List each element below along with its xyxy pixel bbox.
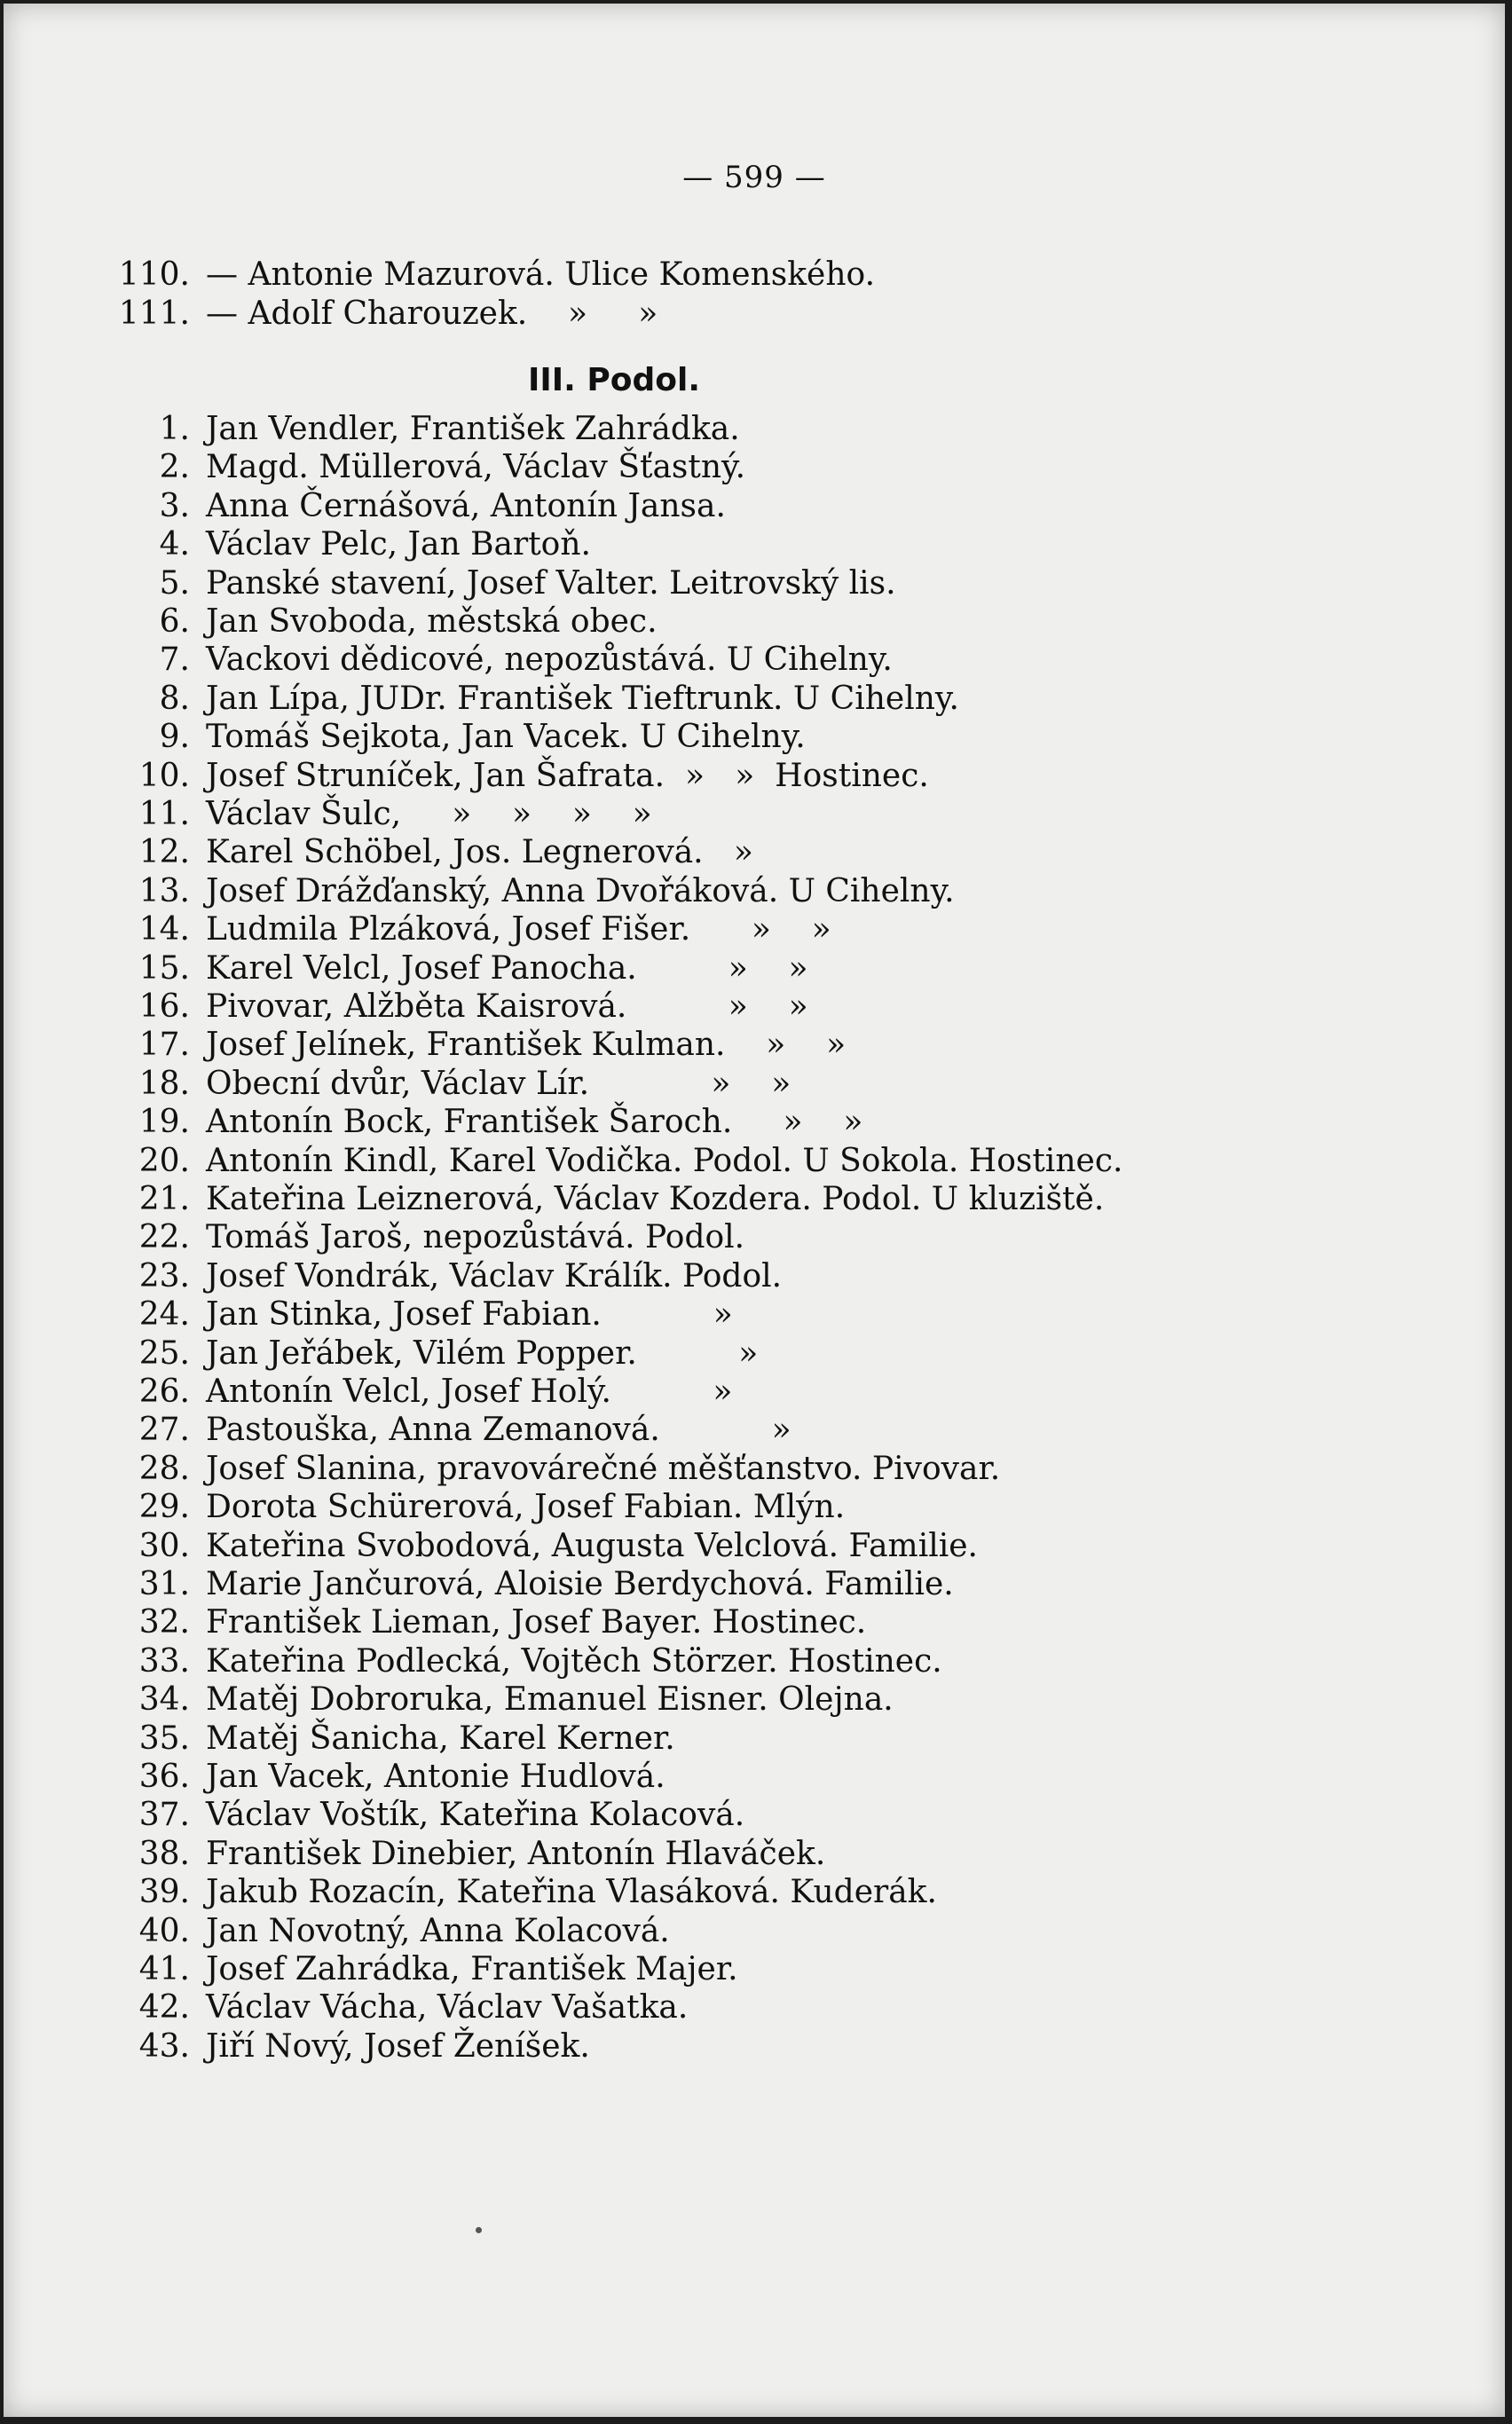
entry-number: 20.: [138, 1142, 190, 1179]
entry-text: Jan Jeřábek, Vilém Popper. »: [206, 1334, 759, 1372]
entry-number: 11.: [138, 796, 190, 832]
entry-number: 43.: [138, 2027, 190, 2065]
entry-text: Tomáš Jaroš, nepozůstává. Podol.: [206, 1219, 745, 1256]
entry-text: Karel Schöbel, Jos. Legnerová. »: [206, 834, 753, 871]
entry-text: Panské stavení, Josef Valter. Leitrovský lis.: [206, 564, 896, 602]
entry-text: Vackovi dědicové, nepozůstává. U Cihelny.: [206, 641, 893, 679]
entry-number: 31.: [138, 1566, 190, 1602]
entry-text: Obecní dvůr, Václav Lír. » »: [206, 1065, 791, 1102]
entry-number: 9.: [159, 719, 190, 756]
entry-text: Václav Šulc, » » » »: [206, 796, 652, 832]
entry-number: 17.: [138, 1027, 190, 1064]
page-number: — 599 —: [682, 160, 826, 195]
entry-number: 37.: [138, 1797, 190, 1834]
speck-mark: [476, 2227, 482, 2233]
entry-number: 13.: [138, 872, 190, 909]
entry-text: Marie Jančurová, Aloisie Berdychová. Familie.: [206, 1566, 954, 1602]
entry-number: 8.: [159, 680, 190, 717]
entry-text: Magd. Müllerová, Václav Šťastný.: [206, 449, 746, 486]
entry-text: Jan Novotný, Anna Kolacová.: [206, 1912, 670, 1949]
entry-number: 7.: [159, 641, 190, 679]
entry-number: 6.: [159, 603, 190, 640]
entry-text: František Lieman, Josef Bayer. Hostinec.: [206, 1604, 867, 1641]
entry-number: 42.: [138, 1989, 190, 2027]
entry-text: Antonín Kindl, Karel Vodička. Podol. U Sokola. Hostinec.: [206, 1142, 1123, 1179]
entry-number: 29.: [138, 1489, 190, 1526]
entry-text: Jan Stinka, Josef Fabian. »: [206, 1296, 733, 1334]
entry-text: Antonín Bock, František Šaroch. » »: [206, 1104, 863, 1141]
entry-number: 41.: [138, 1951, 190, 1987]
entry-text: Ludmila Plzáková, Josef Fišer. » »: [206, 911, 831, 948]
section-heading: III. Podol.: [527, 362, 701, 398]
entry-text: Josef Zahrádka, František Majer.: [206, 1951, 738, 1987]
entry-number: 10.: [138, 757, 190, 794]
entry-number: 23.: [138, 1257, 190, 1295]
entry-number: 39.: [138, 1874, 190, 1911]
entry-text: Kateřina Svobodová, Augusta Velclová. Familie.: [206, 1527, 978, 1564]
entry-text: Karel Velcl, Josef Panocha. » »: [206, 949, 808, 987]
entry-number: 22.: [138, 1219, 190, 1256]
entry-number: 19.: [138, 1104, 190, 1141]
entry-number: 16.: [138, 988, 190, 1025]
entry-text: Anna Černášová, Antonín Jansa.: [206, 487, 726, 524]
entry-text: Josef Struníček, Jan Šafrata. » » Hostinec.: [206, 757, 929, 794]
scanned-page: [4, 4, 1505, 2417]
entry-number: 1.: [159, 411, 190, 447]
entry-text: Antonín Velcl, Josef Holý. »: [206, 1373, 733, 1410]
entry-text: František Dinebier, Antonín Hlaváček.: [206, 1835, 826, 1872]
entry-number: 26.: [138, 1373, 190, 1410]
entry-number: 38.: [138, 1835, 190, 1872]
entry-number: 4.: [159, 526, 190, 563]
entry-text: Matěj Dobroruka, Emanuel Eisner. Olejna.: [206, 1681, 894, 1719]
entry-text: Pastouška, Anna Zemanová. »: [206, 1412, 791, 1449]
entry-text: Josef Drážďanský, Anna Dvořáková. U Cihelny.: [206, 872, 955, 909]
entry-number: 111.: [118, 295, 190, 332]
entry-text: Kateřina Podlecká, Vojtěch Störzer. Hostinec.: [206, 1642, 942, 1680]
entry-number: 34.: [138, 1681, 190, 1719]
entry-number: 12.: [138, 834, 190, 871]
entry-number: 18.: [138, 1065, 190, 1102]
entry-number: 15.: [138, 949, 190, 987]
entry-text: Jan Vendler, František Zahrádka.: [206, 411, 740, 447]
entry-text: Kateřina Leiznerová, Václav Kozdera. Podol. U kluziště.: [206, 1181, 1105, 1217]
entry-number: 21.: [138, 1181, 190, 1217]
entry-number: 110.: [118, 256, 190, 293]
entry-text: Václav Voštík, Kateřina Kolacová.: [206, 1797, 745, 1834]
entry-number: 33.: [138, 1642, 190, 1680]
entry-number: 36.: [138, 1759, 190, 1795]
entry-text: — Antonie Mazurová. Ulice Komenského.: [206, 256, 876, 293]
entry-text: — Adolf Charouzek. » »: [206, 295, 658, 332]
entry-number: 35.: [138, 1720, 190, 1757]
entry-text: Matěj Šanicha, Karel Kerner.: [206, 1720, 675, 1757]
entry-number: 30.: [138, 1527, 190, 1564]
entry-text: Dorota Schürerová, Josef Fabian. Mlýn.: [206, 1489, 846, 1526]
entry-text: Jan Lípa, JUDr. František Tieftrunk. U Cihelny.: [206, 680, 959, 717]
entry-text: Jiří Nový, Josef Ženíšek.: [206, 2027, 590, 2065]
entry-number: 25.: [138, 1334, 190, 1372]
entry-number: 28.: [138, 1450, 190, 1487]
entry-text: Jan Svoboda, městská obec.: [206, 603, 658, 640]
entry-text: Tomáš Sejkota, Jan Vacek. U Cihelny.: [206, 719, 806, 756]
entry-number: 2.: [159, 449, 190, 486]
entry-text: Jakub Rozacín, Kateřina Vlasáková. Kuderák.: [206, 1874, 937, 1911]
entry-text: Josef Vondrák, Václav Králík. Podol.: [206, 1257, 783, 1295]
entry-number: 32.: [138, 1604, 190, 1641]
entry-number: 24.: [138, 1296, 190, 1334]
entry-number: 14.: [138, 911, 190, 948]
entry-text: Jan Vacek, Antonie Hudlová.: [206, 1759, 665, 1795]
entry-number: 5.: [159, 564, 190, 602]
entry-text: Pivovar, Alžběta Kaisrová. » »: [206, 988, 808, 1025]
entry-text: Josef Jelínek, František Kulman. » »: [206, 1027, 847, 1064]
entry-number: 27.: [138, 1412, 190, 1449]
entry-number: 40.: [138, 1912, 190, 1949]
entry-number: 3.: [159, 487, 190, 524]
entry-text: Josef Slanina, pravovárečné měšťanstvo. Pivovar.: [206, 1450, 1001, 1487]
entry-text: Václav Pelc, Jan Bartoň.: [206, 526, 591, 563]
entry-text: Václav Vácha, Václav Vašatka.: [206, 1989, 689, 2027]
